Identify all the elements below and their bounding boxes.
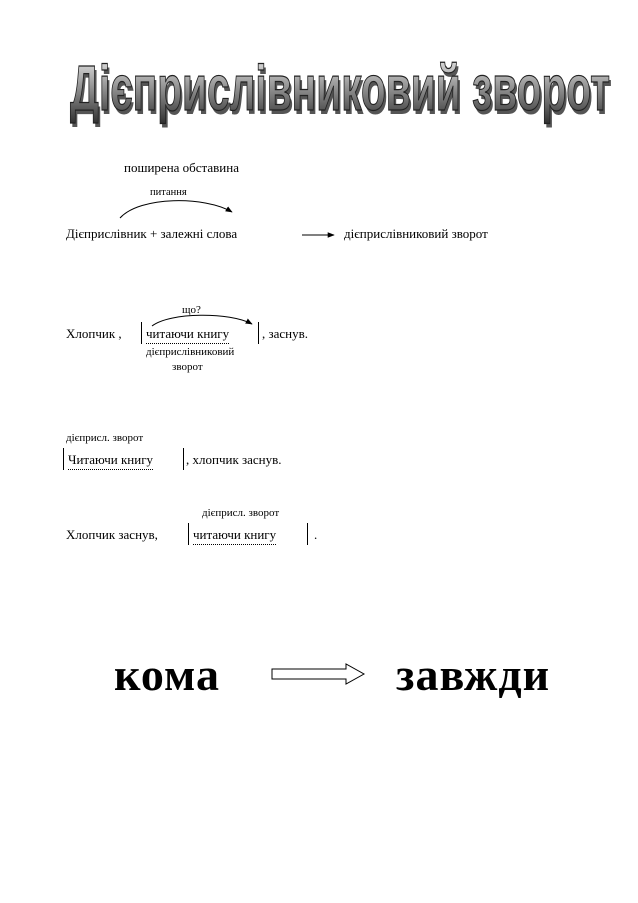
rule-left: кома — [114, 649, 221, 700]
svg-text:Дієприслівниковий зворот: Дієприслівниковий зворот — [72, 56, 612, 128]
rule-arrow — [272, 664, 364, 684]
rule-right: завжди — [396, 649, 551, 700]
title-text: Дієприслівниковий зворот — [70, 52, 610, 124]
ex1-before: Хлопчик , — [66, 326, 122, 341]
ex3-before: Хлопчик заснув, — [66, 527, 158, 542]
ex1-bar-right — [258, 322, 259, 344]
ex1-note-line2: зворот — [172, 361, 203, 373]
ex3-bar-left — [188, 523, 189, 545]
title-wordart — [60, 30, 620, 140]
ex3-after: . — [314, 527, 318, 542]
ex1-question: що? — [182, 304, 201, 316]
ex1-question-arc — [152, 315, 252, 326]
ex2-phrase: Читаючи книгу — [68, 452, 153, 470]
label-question: питання — [150, 187, 187, 198]
ex1-after: , заснув. — [262, 326, 309, 341]
ex1-note-line1: дієприслівниковий — [146, 346, 235, 358]
ex3-bar-right — [307, 523, 308, 545]
page-title — [60, 30, 620, 140]
intro-question-arc — [120, 201, 232, 218]
label-adverbial: поширена обставина — [124, 160, 239, 175]
ex2-bar-left — [63, 448, 64, 470]
ex1-phrase: читаючи книгу — [146, 326, 229, 344]
ex2-note: дієприсл. зворот — [66, 432, 144, 444]
ex3-note: дієприсл. зворот — [202, 507, 280, 519]
formula-right: дієприслівниковий зворот — [344, 226, 488, 241]
ex2-bar-right — [183, 448, 184, 470]
ex1-bar-left — [141, 322, 142, 344]
ex2-after: , хлопчик заснув. — [186, 452, 282, 467]
formula-left: Дієприслівник + залежні слова — [66, 226, 238, 241]
ex3-phrase: читаючи книгу — [193, 527, 276, 545]
